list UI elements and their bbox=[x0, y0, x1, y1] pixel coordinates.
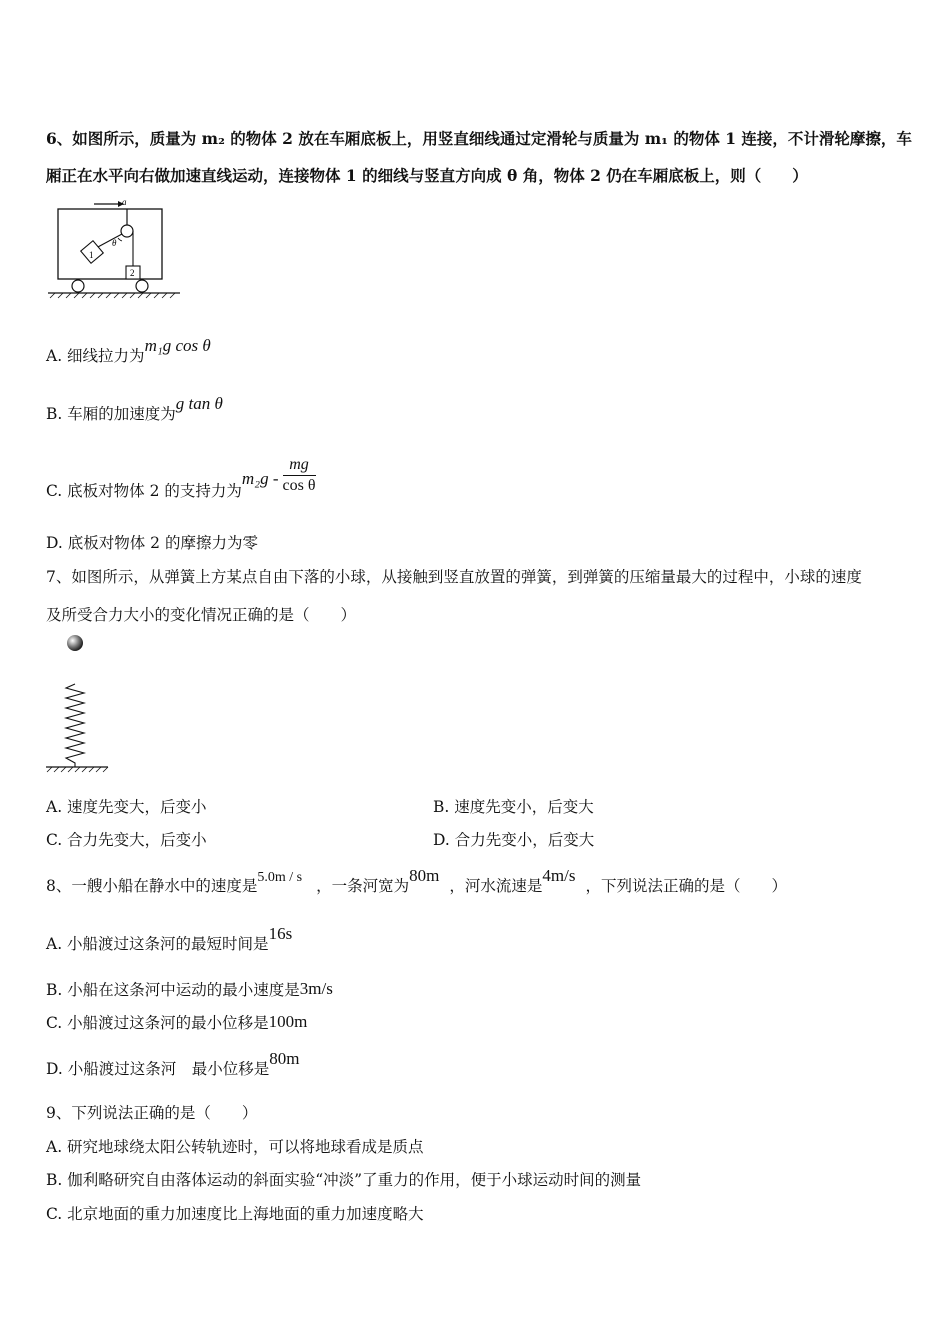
q8-option-a-value: 16s bbox=[268, 924, 293, 943]
q7-stem-line2: 及所受合力大小的变化情况正确的是（ ） bbox=[46, 606, 357, 624]
q6-option-a: A. 细线拉力为m₁g cos θ bbox=[46, 336, 211, 365]
q6-stem-line2: 厢正在水平向右做加速直线运动，连接物体 1 的细线与竖直方向成 θ 角，物体 2 仍在车厢底板上，则（ ） bbox=[46, 166, 808, 185]
q6-box2-label: 2 bbox=[130, 268, 135, 278]
q8-option-a: A. 小船渡过这条河的最短时间是16s bbox=[46, 924, 293, 953]
q6-option-a-formula: m₁g cos θ bbox=[144, 336, 211, 355]
q6-accel-label: a bbox=[122, 197, 127, 207]
q8-stem: 8、一艘小船在静水中的速度是5.0m / s ，一条河宽为80m，河水流速是4m/s，下列说法正确的是（ ） bbox=[46, 866, 787, 895]
q8-option-c-value: 100m bbox=[268, 1012, 308, 1031]
q8-current-speed: 4m/s bbox=[542, 866, 576, 885]
q6-theta-label: θ bbox=[112, 238, 117, 248]
q6-cart-figure bbox=[46, 196, 186, 300]
q6-option-c: C. 底板对物体 2 的支持力为m₂g - $\frac{mg}{\text{cos θ}}$ bbox=[46, 456, 316, 500]
q6-option-c-fraction: $\frac{mg}{\text{cos θ}}$ bbox=[282, 456, 316, 494]
q7-option-c: C. 合力先变大，后变小 bbox=[46, 831, 207, 849]
q8-still-water-speed: 5.0m / s bbox=[257, 870, 303, 885]
q8-option-b: B. 小船在这条河中运动的最小速度是3m/s bbox=[46, 979, 333, 999]
q6-option-b: B. 车厢的加速度为g tan θ bbox=[46, 394, 223, 423]
q6-stem-line1: 6、如图所示，质量为 m₂ 的物体 2 放在车厢底板上，用竖直细线通过定滑轮与质量为 m₁ 的物体 1 连接，不计滑轮摩擦，车 bbox=[46, 129, 912, 148]
q8-option-c: C. 小船渡过这条河的最小位移是100m bbox=[46, 1012, 308, 1032]
q7-spring bbox=[66, 684, 84, 767]
q6-option-b-formula: g tan θ bbox=[175, 394, 223, 413]
q7-stem-line1: 7、如图所示，从弹簧上方某点自由下落的小球，从接触到竖直放置的弹簧，到弹簧的压缩量最大的过程中，小球的速度 bbox=[46, 568, 862, 586]
q7-option-b: B. 速度先变小，后变大 bbox=[433, 798, 594, 816]
q8-option-b-value: 3m/s bbox=[299, 979, 333, 998]
q6-option-c-formula-left: m₂g - bbox=[241, 468, 279, 488]
q9-option-b: B. 伽利略研究自由落体运动的斜面实验“冲淡”了重力的作用，便于小球运动时间的测量 bbox=[46, 1171, 642, 1189]
q7-spring-figure bbox=[44, 632, 114, 777]
q7-ball bbox=[67, 635, 83, 651]
q7-option-d: D. 合力先变小，后变大 bbox=[433, 831, 595, 849]
q8-option-d: D. 小船渡过这条河 最小位移是80m bbox=[46, 1049, 300, 1078]
q9-option-a: A. 研究地球绕太阳公转轨迹时，可以将地球看成是质点 bbox=[46, 1138, 424, 1156]
q9-stem: 9、下列说法正确的是（ ） bbox=[46, 1104, 258, 1122]
q7-option-a: A. 速度先变大，后变小 bbox=[46, 798, 207, 816]
q9-option-c: C. 北京地面的重力加速度比上海地面的重力加速度略大 bbox=[46, 1205, 424, 1223]
q8-option-d-value: 80m bbox=[269, 1049, 300, 1068]
q6-option-d: D. 底板对物体 2 的摩擦力为零 bbox=[46, 534, 258, 552]
q8-river-width: 80m bbox=[409, 866, 440, 885]
q6-box1-label: 1 bbox=[89, 250, 94, 260]
